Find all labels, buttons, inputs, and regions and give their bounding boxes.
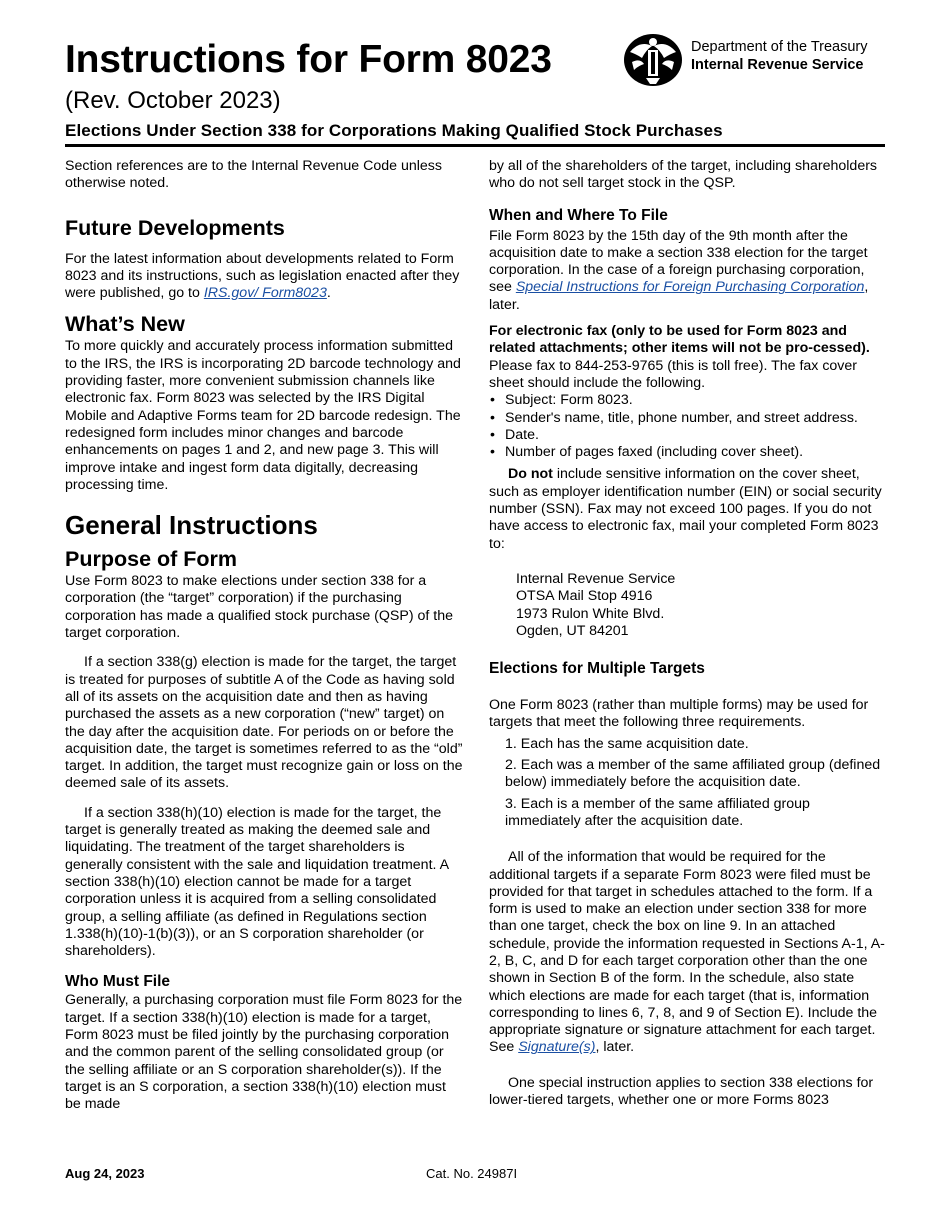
whats-new-text: To more quickly and accurately process information submitted to the IRS, the IRS is incorporating 2D barcode technology and providing faster, more convenient submission channels like electronic fax. Form 8023 was selected by the IRS Digital Mobile and Adaptive Forms team for 2D barcode redesign. The redesigned form includes minor changes and barcode enhancements on pages 1 and 2, and new page 3. This will improve intake and ingest form data digitally, decreasing processing time. <box>65 338 461 493</box>
bullet-item: • Sender's name, title, phone number, and street address. <box>490 409 858 426</box>
mailing-address <box>489 571 885 640</box>
section-338g-paragraph: If a section 338(g) election is made for the target, the target is treated for purposes of subtitle A of the Code as having sold all of its assets on the acquisition date and then as having purchased the assets as a new corporation (“new” target) on the day after the acquisition date. For periods on or before the acquisition date, the target is sometimes referred to as the “old” target. In addition, the target must recognize gain or loss on the deemed sale of its assets. <box>65 654 463 792</box>
bullet-icon: • <box>490 409 495 426</box>
electronic-fax-bold: For electronic fax (only to be used for Form 8023 and related attachments; other items will not be pro-cessed). <box>489 323 870 357</box>
address-line: OTSA Mail Stop 4916 <box>516 588 653 605</box>
all-information-text: All of the information that would be required for the additional targets if a separate Form 8023 were filed must be provided for that target in schedules attached to the form. If a form is used to make an election under section 338 for more than one target, check the box on line 9. In an attached schedule, provide the information requested in Sections A-1, A-2, B, C, and D for each target corporation other than the one shown in Section B of the form. In the schedule, also state which elections are made for each target (that is, information corresponding to lines 6, 7, 8, and 9 of Section E). Include the appropriate signature or signature attachment for each target. See <box>489 849 885 1056</box>
when-and-where-end: , later. <box>489 279 869 313</box>
general-instructions-heading: General Instructions <box>65 510 318 541</box>
signatures-link[interactable]: Signature(s) <box>518 1039 596 1056</box>
left-column <box>65 158 463 1113</box>
who-must-file-text: Generally, a purchasing corporation must file Form 8023 for the target. If a section 338(h)(10) election is made for a target, Form 8023 must be filed jointly by the purchasing corporation and the common parent of the selling consolidated group (or the selling affiliate or an S corporation shareholder(s)). If the target is an S corporation, a section 338(h)(10) election must be made <box>65 992 463 1113</box>
do-not-paragraph <box>489 466 885 552</box>
section-references-note: Section references are to the Internal Revenue Code unless otherwise noted. <box>65 158 442 192</box>
address-line: Ogden, UT 84201 <box>516 622 629 639</box>
revision-date: (Rev. October 2023) <box>65 87 281 114</box>
requirement-1: 1. Each has the same acquisition date. <box>505 735 749 752</box>
fax-cover-bullets <box>489 392 885 461</box>
requirement-2: 2. Each was a member of the same affiliated group (defined below) immediately before the acquisition date. <box>505 757 881 791</box>
bullet-icon: • <box>490 444 495 461</box>
multiple-targets-heading: Elections for Multiple Targets <box>489 660 705 678</box>
future-developments-end: . <box>326 285 331 302</box>
purpose-of-form-text: Use Form 8023 to make elections under section 338 for a corporation (the “target” corporation) if the purchasing corporation has made a qualified stock purchase (QSP) of the target corporation. <box>65 573 454 642</box>
special-instruction-paragraph: One special instruction applies to section 338 elections for lower-tiered targets, whether one or more Forms 8023 <box>489 1074 874 1109</box>
document-title: Instructions for Form 8023 <box>65 38 552 81</box>
foreign-purchasing-corporation-link[interactable]: Special Instructions for Foreign Purchasing Corporation <box>515 279 865 296</box>
footer-catalog-number: Cat. No. 24987I <box>426 1166 518 1181</box>
future-developments-text <box>65 251 463 303</box>
future-developments-heading: Future Developments <box>65 215 285 240</box>
who-must-file-heading: Who Must File <box>65 973 171 991</box>
electronic-fax-text: Please fax to 844-253-9765 (this is toll free). The fax cover sheet should include the following. <box>489 357 858 391</box>
right-column <box>489 158 885 1109</box>
all-information-paragraph <box>489 849 885 1057</box>
bullet-item: • Number of pages faxed (including cover sheet). <box>490 444 804 461</box>
agency-line-2: Internal Revenue Service <box>691 57 864 73</box>
document-subtitle: Elections Under Section 338 for Corporations Making Qualified Stock Purchases <box>65 121 723 140</box>
electronic-fax-paragraph <box>489 323 885 392</box>
agency-line-1: Department of the Treasury <box>691 39 868 55</box>
bullet-icon: • <box>490 426 495 443</box>
footer-date: Aug 24, 2023 <box>65 1166 145 1181</box>
address-line: Internal Revenue Service <box>516 570 676 587</box>
do-not-text: include sensitive information on the cover sheet, such as employer identification number (EIN) or social security number (SSN). Fax may not exceed 100 pages. If you do not have access to electronic fax, mail your completed Form 8023 to: <box>489 466 882 552</box>
multiple-targets-text: One Form 8023 (rather than multiple forms) may be used for targets that meet the following three requirements. <box>489 697 869 731</box>
address-line: 1973 Rulon White Blvd. <box>516 605 665 622</box>
agency-name <box>691 38 868 74</box>
irs-eagle-logo-icon <box>622 32 684 88</box>
all-information-end: , later. <box>595 1039 635 1056</box>
future-developments-body: For the latest information about developments related to Form 8023 and its instructions, such as legislation enacted after they were published, go to <box>65 250 460 302</box>
when-and-where-heading: When and Where To File <box>489 206 668 224</box>
bullet-icon: • <box>490 392 495 409</box>
when-and-where-text <box>489 228 885 314</box>
section-338h10-paragraph: If a section 338(h)(10) election is made for the target, the target is generally treated as making the deemed sale and liquidating. The treatment of the target shareholders is generally consistent with the sale and liquidation treatment. A section 338(h)(10) election cannot be made for a target corporation unless it is acquired from a selling consolidated group, a selling affiliate (as defined in Regulations section 1.338(h)(10)-1(b)(3)), or an S corporation shareholder (or shareholders). <box>65 804 449 960</box>
bullet-item: • Subject: Form 8023. <box>490 392 633 409</box>
whats-new-heading: What’s New <box>65 312 185 337</box>
do-not-bold: Do not <box>508 466 553 483</box>
irs-form8023-link[interactable]: IRS.gov/ Form8023 <box>203 285 327 302</box>
bullet-item: • Date. <box>490 426 539 443</box>
when-and-where-body: File Form 8023 by the 15th day of the 9th month after the acquisition date to make a section 338 election for the target corporation. In the case of a foreign purchasing corporation, see <box>489 227 868 296</box>
who-must-file-continued: by all of the shareholders of the target, including shareholders who do not sell target stock in the QSP. <box>489 158 878 192</box>
header-divider <box>65 144 885 147</box>
purpose-of-form-heading: Purpose of Form <box>65 547 238 572</box>
requirement-3: 3. Each is a member of the same affiliated group immediately after the acquisition date. <box>505 795 810 829</box>
